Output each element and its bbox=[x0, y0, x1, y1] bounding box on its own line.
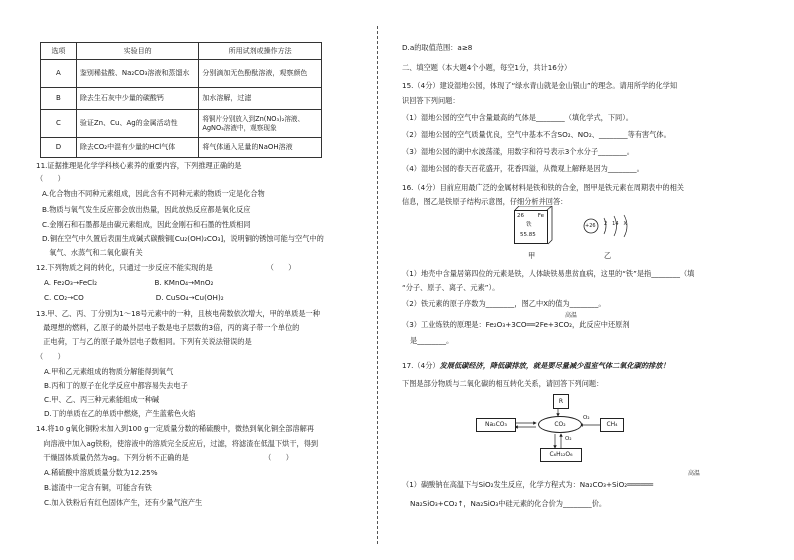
column-divider bbox=[377, 26, 378, 544]
q14-option-c: C.加入铁粉后有红色固体产生，还有少量气泡产生 bbox=[44, 498, 203, 507]
q14-stem: 14.将10 g氧化铜粉末加入到100 g一定质量分数的稀硫酸中，微热到氧化铜全部溶解再 bbox=[36, 424, 314, 433]
q17-stem bbox=[402, 362, 670, 371]
table-row bbox=[41, 138, 322, 158]
node-r: R bbox=[553, 394, 569, 409]
node-sodium-carbonate: Na₂CO₃ bbox=[476, 418, 516, 432]
q12-options-cd: C. CO₂→CO D. CuSO₄→Cu(OH)₂ bbox=[44, 293, 224, 302]
q11-stem: 11.证据推理是化学学科核心素养的重要内容，下列推理正确的是 bbox=[36, 161, 242, 170]
q11-option-b: B.物质与氧气发生反应都会放出热量，因此放热反应都是氧化反应 bbox=[42, 205, 251, 214]
edge-label-o2: O₂ bbox=[583, 415, 590, 421]
node-methane: CH₄ bbox=[600, 418, 624, 432]
element-name: 铁 bbox=[526, 222, 532, 228]
q17-number: 17.（4分） bbox=[402, 361, 440, 370]
section-heading: 二、填空题（本大题4个小题，每空1分，共计16分） bbox=[402, 63, 572, 72]
q13-option-c: C.甲、乙、丙三种元素能组成一种碱 bbox=[44, 395, 160, 404]
table-cell-option: D bbox=[41, 138, 77, 158]
node-glucose: C₆H₁₂O₆ bbox=[540, 448, 582, 462]
answer-bracket: （ ） bbox=[36, 352, 65, 361]
figure-label-yi: 乙 bbox=[604, 251, 612, 260]
table-cell-method: 分别滴加无色酚酞溶液，观察颜色 bbox=[199, 60, 322, 88]
q15-stem-cont: 识回答下列问题： bbox=[402, 96, 460, 105]
q16-stem: 16.（4分）目前应用最广泛的金属材料是铁和铁的合金，图甲是铁元素在周期表中的相关 bbox=[402, 183, 684, 192]
q16-part-3-cont: 是________。 bbox=[410, 336, 454, 345]
q15-part-2: （2）湿地公园的空气质量优良，空气中基本不含SO₂、NO₂、________等有害气体。 bbox=[402, 130, 671, 139]
q16-part-3: （3）工业炼铁的原理是：Fe₂O₃+3CO══2Fe+3CO₂，此反应中还原剂 bbox=[402, 320, 630, 329]
q14-stem-cont: 干燥固体质量仍然为ag。下列分析不正确的是 （ ） bbox=[36, 453, 293, 462]
edge-label-o2: O₂ bbox=[565, 436, 572, 442]
q15-part-4: （4）湿地公园的春天百花盛开，花香四溢，从微观上解释是因为________。 bbox=[402, 164, 644, 173]
q14-option-b: B.滤渣中一定含有铜，可能含有铁 bbox=[44, 483, 152, 492]
table-row bbox=[41, 60, 322, 88]
q11-option-a: A.化合物由不同种元素组成，因此含有不同种元素的物质一定是化合物 bbox=[42, 189, 265, 198]
table-header-row bbox=[41, 43, 322, 60]
q12-options-ab: A. Fe₂O₃→FeCl₂ B. KMnO₄→MnO₂ bbox=[44, 278, 214, 287]
element-symbol: Fe bbox=[537, 213, 544, 219]
table-cell-goal: 鉴别稀盐酸、Na₂CO₃溶液和蒸馏水 bbox=[76, 60, 198, 88]
q15-part-3: （3）湿地公园的湖中水波荡漾，用数字和符号表示3个水分子________。 bbox=[402, 147, 634, 156]
q13-stem-cont: 最理想的燃料，乙原子的最外层电子数是电子层数的3倍，丙的离子带一个单位的 bbox=[36, 323, 300, 332]
q13-option-d: D.丁的单质在乙的单质中燃烧，产生蓝紫色火焰 bbox=[44, 409, 196, 418]
table-row bbox=[41, 88, 322, 110]
q14-stem-cont: 向溶液中加入ag铁粉，使溶液中的溶质完全反应后，过滤，将滤渣在低温下烘干，得到 bbox=[36, 439, 319, 448]
table-cell-option: A bbox=[41, 60, 77, 88]
atomic-number: 26 bbox=[517, 213, 524, 219]
nucleus-charge: +26 bbox=[585, 223, 596, 229]
table-header: 所用试剂或操作方法 bbox=[199, 43, 322, 60]
q17-part-1: （1）碳酸钠在高温下与SiO₂发生反应，化学方程式为：Na₂CO₃+SiO₂══════ bbox=[402, 480, 654, 489]
table-cell-goal: 除去CO₂中混有少量的HCl气体 bbox=[76, 138, 198, 158]
table-cell-option: B bbox=[41, 88, 77, 110]
q13-stem-cont: 正电荷，丁与乙的原子最外层电子数相同。下列有关说法错误的是 bbox=[36, 337, 252, 346]
table-row bbox=[41, 110, 322, 138]
q13-option-b: B.丙和丁的原子在化学反应中都容易失去电子 bbox=[44, 381, 188, 390]
q14-option-d: D.a的取值范围：a≥8 bbox=[402, 43, 473, 52]
table-cell-method: 将铜片分别放入到Zn(NO₃)₂溶液、AgNO₃溶液中，观察现象 bbox=[199, 110, 322, 138]
condition-high-temp: 高温 bbox=[565, 312, 578, 319]
table-cell-goal: 验证Zn、Cu、Ag的金属活动性 bbox=[76, 110, 198, 138]
q16-part-2: （2）铁元素的原子序数为________，图乙中X的值为________。 bbox=[402, 299, 606, 308]
table-header: 实验目的 bbox=[76, 43, 198, 60]
q17-note: 发展低碳经济，降低碳排放，就是要尽量减少温室气体二氧化碳的排放！ bbox=[439, 361, 670, 370]
q16-part-1-cont: “分子、原子、离子、元素”）。 bbox=[402, 283, 500, 292]
figure-label-jia: 甲 bbox=[528, 251, 536, 260]
q17-part-1-cont: Na₂SiO₃+CO₂↑，Na₂SiO₃中硅元素的化合价为________价。 bbox=[410, 499, 607, 508]
q17-stem-cont: 下图是部分物质与二氧化碳的相互转化关系，请回答下列问题： bbox=[402, 379, 604, 388]
q11-option-d-cont: 氧气、水蒸气和二氧化碳有关 bbox=[42, 248, 143, 257]
table-cell-method: 将气体通入足量的NaOH溶液 bbox=[199, 138, 322, 158]
atomic-mass: 55.85 bbox=[520, 232, 536, 238]
q13-stem: 13.甲、乙、丙、丁分别为1～18号元素中的一种，且核电荷数依次增大，甲的单质是一种 bbox=[36, 309, 320, 318]
box-shadow-edges bbox=[514, 206, 554, 248]
electron-shell-counts: 2 14 X bbox=[604, 221, 627, 227]
options-table bbox=[40, 42, 322, 158]
condition-high-temp: 高温 bbox=[688, 470, 701, 477]
answer-bracket: （ ） bbox=[36, 174, 65, 183]
q12-stem: 12.下列物质之间的转化，只通过一步反应不能实现的是 （ ） bbox=[36, 263, 296, 272]
node-carbon-dioxide: CO₂ bbox=[538, 416, 582, 433]
q16-stem-cont: 信息，图乙是铁原子结构示意图，仔细分析并回答： bbox=[402, 197, 568, 206]
q13-option-a: A.甲和乙元素组成的物质分解能得到氧气 bbox=[44, 367, 174, 376]
table-cell-option: C bbox=[41, 110, 77, 138]
q14-option-a: A.稀硫酸中溶质质量分数为12.25% bbox=[44, 468, 158, 477]
q16-part-1: （1）地壳中含量居第四位的元素是铁，人体缺铁易患贫血病，这里的“铁”是指________（填 bbox=[402, 269, 695, 278]
q15-stem: 15.（4分）建设湿地公园，体现了“绿水青山就是金山银山”的理念。请用所学的化学知 bbox=[402, 81, 678, 90]
table-cell-goal: 除去生石灰中少量的碳酸钙 bbox=[76, 88, 198, 110]
q11-option-d: D.铜在空气中久置后表面生成碱式碳酸铜[Cu₂(OH)₂CO₃]，说明铜的锈蚀可能与空气中的 bbox=[42, 234, 324, 243]
table-header: 选项 bbox=[41, 43, 77, 60]
q15-part-1: （1）湿地公园的空气中含量最高的气体是________（填化学式，下同）。 bbox=[402, 113, 633, 122]
table-cell-method: 加水溶解，过滤 bbox=[199, 88, 322, 110]
q11-option-c: C.金刚石和石墨都是由碳元素组成，因此金刚石和石墨的性质相同 bbox=[42, 220, 251, 229]
